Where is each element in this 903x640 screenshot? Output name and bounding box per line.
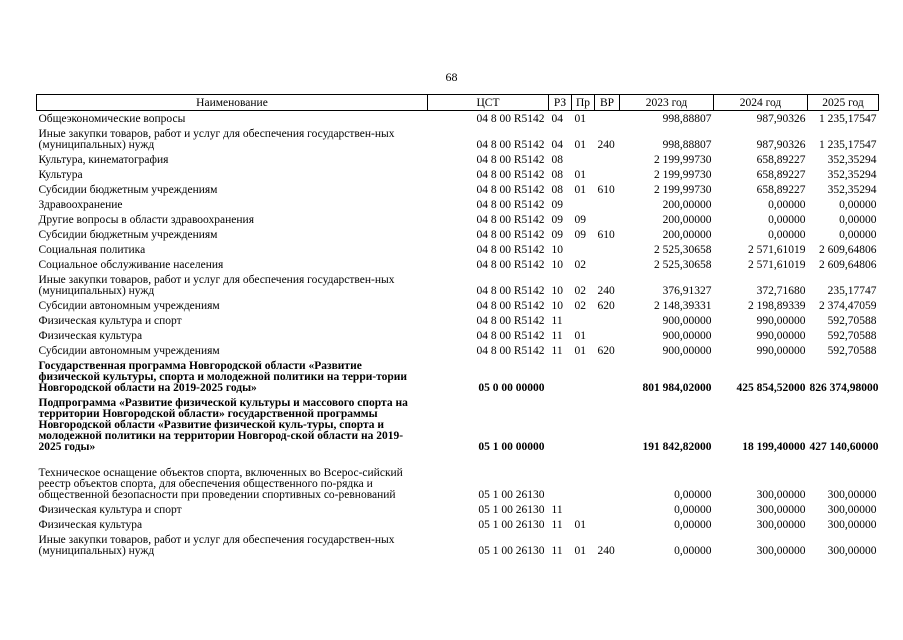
header-name: Наименование	[37, 95, 428, 111]
row-value-2025: 592,70588	[827, 315, 877, 327]
row-name: Иные закупки товаров, работ и услуг для обеспечения государствен-ных (муниципальных) нужд	[38, 274, 395, 297]
row-rz: 11	[551, 330, 563, 342]
row-csr: 05 1 00 26130	[478, 504, 545, 516]
row-value-2024: 990,00000	[756, 315, 806, 327]
row-vr	[595, 313, 620, 328]
row-vr	[595, 212, 620, 227]
row-name: Субсидии бюджетным учреждениям	[38, 229, 218, 241]
row-value-2024: 658,89227	[756, 169, 806, 181]
row-rz: 08	[551, 169, 563, 181]
table-row	[37, 182, 879, 197]
row-vr: 240	[597, 139, 615, 151]
header-2024: 2024 год	[714, 95, 808, 111]
budget-table	[36, 94, 879, 558]
row-rz: 11	[551, 519, 563, 531]
row-rz: 08	[551, 184, 563, 196]
table-header-row	[37, 95, 879, 111]
row-rz	[549, 454, 572, 502]
row-rz: 10	[551, 259, 563, 271]
row-csr: 04 8 00 R5142	[476, 315, 545, 327]
row-vr	[595, 257, 620, 272]
table-row	[37, 532, 879, 558]
row-pr	[572, 395, 595, 454]
row-pr: 01	[574, 113, 586, 125]
row-csr: 04 8 00 R5142	[476, 184, 545, 196]
table-row	[37, 517, 879, 532]
row-csr: 04 8 00 R5142	[476, 169, 545, 181]
row-value-2025: 592,70588	[827, 330, 877, 342]
row-name: Иные закупки товаров, работ и услуг для обеспечения государствен-ных (муниципальных) нужд	[38, 534, 395, 557]
row-csr: 04 8 00 R5142	[476, 259, 545, 271]
row-rz: 10	[551, 285, 563, 297]
header-2025: 2025 год	[808, 95, 879, 111]
table-row	[37, 167, 879, 182]
row-value-2024: 990,00000	[756, 345, 806, 357]
table-row	[37, 242, 879, 257]
row-name: Субсидии бюджетным учреждениям	[38, 184, 218, 196]
row-pr: 09	[574, 229, 586, 241]
row-pr: 01	[574, 139, 586, 151]
row-name: Физическая культура и спорт	[38, 315, 182, 327]
table-row	[37, 502, 879, 517]
row-value-2023: 801 984,02000	[642, 382, 712, 394]
row-pr: 01	[574, 184, 586, 196]
row-vr	[595, 152, 620, 167]
row-csr: 05 1 00 26130	[478, 545, 545, 557]
row-vr	[595, 454, 620, 502]
row-value-2023: 200,00000	[662, 214, 712, 226]
row-value-2024: 990,00000	[756, 330, 806, 342]
row-value-2023: 200,00000	[662, 199, 712, 211]
row-value-2024: 300,00000	[756, 519, 806, 531]
row-vr: 610	[597, 184, 615, 196]
row-name: Иные закупки товаров, работ и услуг для обеспечения государствен-ных (муниципальных) нужд	[38, 128, 395, 151]
row-csr: 04 8 00 R5142	[476, 330, 545, 342]
row-value-2023: 2 148,39331	[654, 300, 712, 312]
row-value-2025: 427 140,60000	[809, 441, 879, 453]
row-csr: 04 8 00 R5142	[476, 154, 545, 166]
row-pr	[572, 313, 595, 328]
row-value-2024: 987,90326	[756, 113, 806, 125]
row-value-2025: 592,70588	[827, 345, 877, 357]
table-row	[37, 126, 879, 152]
row-value-2025: 352,35294	[827, 184, 877, 196]
row-rz: 08	[551, 154, 563, 166]
row-name: Здравоохранение	[38, 199, 123, 211]
row-value-2023: 2 525,30658	[654, 259, 712, 271]
row-name: Другие вопросы в области здравоохранения	[38, 214, 254, 226]
header-vr: ВР	[595, 95, 620, 111]
row-csr: 04 8 00 R5142	[476, 244, 545, 256]
row-vr	[595, 358, 620, 395]
table-row	[37, 328, 879, 343]
table-row	[37, 343, 879, 358]
row-value-2024: 372,71680	[756, 285, 806, 297]
row-pr	[572, 358, 595, 395]
page-number: 68	[445, 70, 458, 84]
row-value-2023: 2 525,30658	[654, 244, 712, 256]
row-vr	[595, 517, 620, 532]
row-vr: 240	[597, 285, 615, 297]
row-vr: 620	[597, 300, 615, 312]
row-pr: 02	[574, 285, 586, 297]
row-csr: 05 0 00 00000	[478, 382, 545, 394]
row-value-2025: 1 235,17547	[819, 139, 877, 151]
row-vr	[595, 111, 620, 127]
row-csr: 05 1 00 00000	[478, 441, 545, 453]
row-value-2025: 0,00000	[839, 229, 877, 241]
row-name: Субсидии автономным учреждениям	[38, 300, 220, 312]
row-rz: 09	[551, 199, 563, 211]
row-rz: 11	[551, 345, 563, 357]
row-csr: 04 8 00 R5142	[476, 199, 545, 211]
row-rz: 10	[551, 300, 563, 312]
table-row	[37, 111, 879, 127]
row-vr: 620	[597, 345, 615, 357]
row-name: Техническое оснащение объектов спорта, включенных во Всерос-сийский реестр объектов спорта, для обеспечения общественного по-рядка и общественной безопасности при проведении спортивных со-ревнований	[38, 467, 403, 501]
row-rz: 10	[551, 244, 563, 256]
row-name: Социальная политика	[38, 244, 146, 256]
row-value-2023: 998,88807	[662, 139, 712, 151]
row-value-2024: 0,00000	[768, 199, 806, 211]
row-name: Физическая культура	[38, 519, 143, 531]
row-value-2024: 2 571,61019	[748, 244, 806, 256]
row-rz: 11	[551, 504, 563, 516]
row-pr: 09	[574, 214, 586, 226]
row-vr	[595, 328, 620, 343]
header-pr: Пр	[572, 95, 595, 111]
row-rz	[549, 395, 572, 454]
row-value-2023: 0,00000	[674, 519, 712, 531]
row-value-2023: 2 199,99730	[654, 169, 712, 181]
row-csr: 05 1 00 26130	[478, 489, 545, 501]
row-value-2024: 658,89227	[756, 154, 806, 166]
row-vr	[595, 242, 620, 257]
row-value-2023: 2 199,99730	[654, 154, 712, 166]
row-value-2024: 2 198,89339	[748, 300, 806, 312]
row-value-2025: 300,00000	[827, 519, 877, 531]
row-name: Государственная программа Новгородской области «Развитие физической культуры, спорта и молодежной политики на терри-тории Новгородской области на 2019-2025 годы»	[38, 360, 408, 394]
row-csr: 04 8 00 R5142	[476, 285, 545, 297]
row-value-2025: 2 374,47059	[819, 300, 877, 312]
row-pr: 01	[574, 545, 586, 557]
row-value-2023: 900,00000	[662, 345, 712, 357]
row-csr: 04 8 00 R5142	[476, 345, 545, 357]
row-pr	[572, 242, 595, 257]
row-value-2023: 200,00000	[662, 229, 712, 241]
row-rz: 09	[551, 229, 563, 241]
row-name: Физическая культура	[38, 330, 143, 342]
row-pr: 02	[574, 259, 586, 271]
row-value-2023: 376,91327	[662, 285, 712, 297]
header-2023: 2023 год	[620, 95, 714, 111]
row-value-2025: 300,00000	[827, 489, 877, 501]
row-value-2024: 0,00000	[768, 229, 806, 241]
header-rz: РЗ	[549, 95, 572, 111]
row-value-2023: 2 199,99730	[654, 184, 712, 196]
table-row	[37, 395, 879, 454]
row-rz: 11	[551, 315, 563, 327]
row-value-2025: 352,35294	[827, 154, 877, 166]
row-value-2024: 987,90326	[756, 139, 806, 151]
row-pr: 01	[574, 169, 586, 181]
row-value-2025: 300,00000	[827, 504, 877, 516]
table-row	[37, 257, 879, 272]
table-row	[37, 298, 879, 313]
row-value-2025: 2 609,64806	[819, 244, 877, 256]
row-pr: 01	[574, 519, 586, 531]
row-value-2025: 0,00000	[839, 199, 877, 211]
row-value-2025: 352,35294	[827, 169, 877, 181]
row-value-2024: 2 571,61019	[748, 259, 806, 271]
row-value-2023: 900,00000	[662, 330, 712, 342]
row-csr: 04 8 00 R5142	[476, 229, 545, 241]
table-row	[37, 227, 879, 242]
row-vr: 610	[597, 229, 615, 241]
row-value-2024: 18 199,40000	[742, 441, 806, 453]
row-value-2024: 425 854,52000	[736, 382, 806, 394]
row-rz	[549, 358, 572, 395]
table-row	[37, 358, 879, 395]
row-value-2024: 300,00000	[756, 489, 806, 501]
row-pr	[572, 502, 595, 517]
row-value-2023: 191 842,82000	[642, 441, 712, 453]
table-row	[37, 313, 879, 328]
row-value-2023: 900,00000	[662, 315, 712, 327]
row-value-2024: 300,00000	[756, 545, 806, 557]
row-csr: 04 8 00 R5142	[476, 139, 545, 151]
row-vr	[595, 167, 620, 182]
table-row	[37, 272, 879, 298]
row-value-2023: 0,00000	[674, 545, 712, 557]
row-name: Общеэкономические вопросы	[38, 113, 186, 125]
row-pr: 01	[574, 330, 586, 342]
row-value-2023: 0,00000	[674, 504, 712, 516]
row-value-2025: 300,00000	[827, 545, 877, 557]
row-vr	[595, 197, 620, 212]
row-name: Культура, кинематография	[38, 154, 169, 166]
table-row	[37, 212, 879, 227]
row-value-2025: 0,00000	[839, 214, 877, 226]
row-csr: 04 8 00 R5142	[476, 300, 545, 312]
row-value-2025: 826 374,98000	[809, 382, 879, 394]
row-csr: 05 1 00 26130	[478, 519, 545, 531]
row-rz: 04	[551, 139, 563, 151]
row-value-2024: 300,00000	[756, 504, 806, 516]
row-name: Подпрограмма «Развитие физической культуры и массового спорта на территории Новгородской области» государственной программы Новгородской области «Развитие физической куль-туры, спорта и молодежной политики на территории Новгород-ской области на 2019-2025 годы»	[38, 397, 408, 453]
row-csr: 04 8 00 R5142	[476, 214, 545, 226]
table-row	[37, 454, 879, 502]
row-value-2024: 658,89227	[756, 184, 806, 196]
row-pr	[572, 197, 595, 212]
row-rz: 09	[551, 214, 563, 226]
row-value-2025: 1 235,17547	[819, 113, 877, 125]
row-pr	[572, 454, 595, 502]
row-value-2025: 2 609,64806	[819, 259, 877, 271]
row-rz: 11	[551, 545, 563, 557]
row-csr: 04 8 00 R5142	[476, 113, 545, 125]
row-rz: 04	[551, 113, 563, 125]
row-name: Физическая культура и спорт	[38, 504, 182, 516]
row-name: Культура	[38, 169, 83, 181]
table-row	[37, 152, 879, 167]
row-pr: 02	[574, 300, 586, 312]
row-value-2023: 998,88807	[662, 113, 712, 125]
row-vr: 240	[597, 545, 615, 557]
row-value-2023: 0,00000	[674, 489, 712, 501]
row-pr: 01	[574, 345, 586, 357]
row-value-2024: 0,00000	[768, 214, 806, 226]
row-vr	[595, 502, 620, 517]
row-name: Субсидии автономным учреждениям	[38, 345, 220, 357]
row-name: Социальное обслуживание населения	[38, 259, 224, 271]
row-pr	[572, 152, 595, 167]
row-value-2025: 235,17747	[827, 285, 877, 297]
header-csr: ЦСТ	[428, 95, 549, 111]
table-row	[37, 197, 879, 212]
row-vr	[595, 395, 620, 454]
